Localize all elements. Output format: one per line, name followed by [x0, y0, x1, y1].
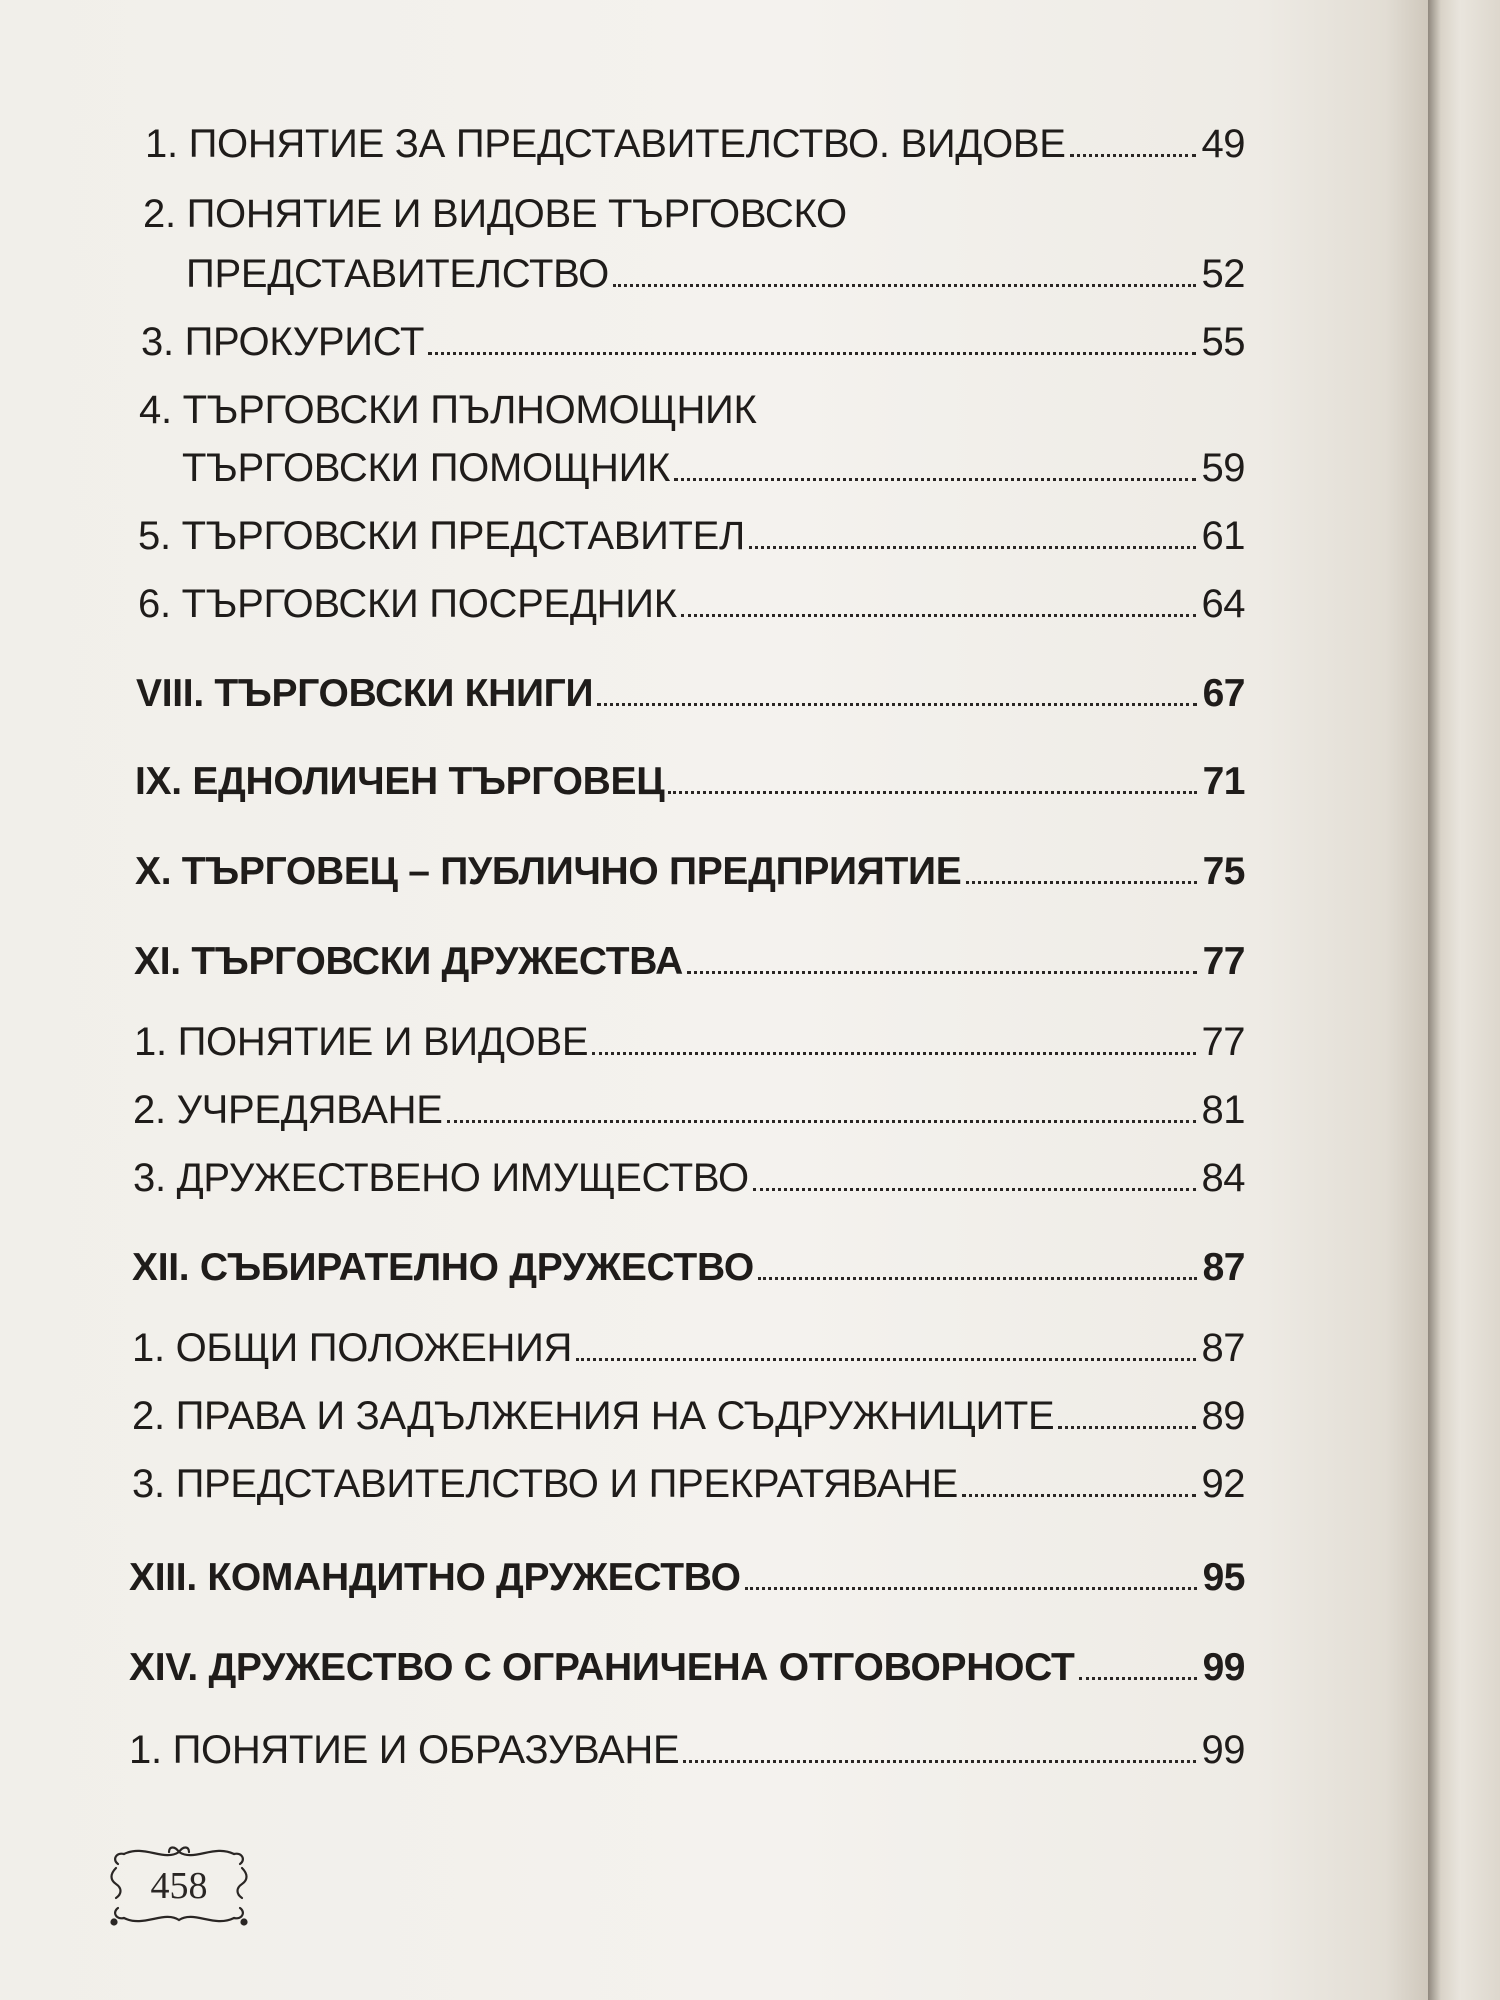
dot-leader — [1058, 1425, 1195, 1429]
dot-leader — [428, 351, 1195, 355]
toc-entry-title: 3. ДРУЖЕСТВЕНО ИМУЩЕСТВО — [133, 1156, 749, 1200]
toc-entry-page: 64 — [1201, 582, 1245, 626]
toc-entry — [132, 1460, 1245, 1508]
toc-entry-page: 92 — [1201, 1462, 1245, 1506]
toc-entry-title: IX. ЕДНОЛИЧЕН ТЪРГОВЕЦ — [135, 760, 665, 803]
dot-leader — [683, 1759, 1195, 1763]
toc-entry-page: 67 — [1202, 672, 1245, 715]
dot-leader — [745, 1586, 1197, 1590]
dot-leader — [749, 545, 1195, 549]
toc-entry — [132, 1324, 1245, 1372]
toc-entry-title: 1. ПОНЯТИЕ ЗА ПРЕДСТАВИТЕЛСТВО. ВИДОВЕ — [145, 122, 1066, 166]
toc-entry-page: 95 — [1202, 1556, 1245, 1599]
dot-leader — [613, 283, 1196, 287]
book-gutter — [1428, 0, 1500, 2000]
toc-chapter — [129, 1554, 1245, 1602]
dot-leader — [962, 1493, 1195, 1497]
dot-leader — [1079, 1676, 1197, 1680]
dot-leader — [674, 477, 1195, 481]
toc-entry-page: 99 — [1201, 1728, 1245, 1772]
toc-entry — [132, 1392, 1245, 1440]
toc-entry-page: 55 — [1201, 320, 1245, 364]
dot-leader — [576, 1357, 1195, 1361]
toc-chapter — [129, 1644, 1245, 1692]
toc-entry-page: 87 — [1202, 1246, 1245, 1289]
toc-entry-title: 1. ОБЩИ ПОЛОЖЕНИЯ — [132, 1326, 573, 1370]
toc-entry-page: 49 — [1201, 122, 1245, 166]
dot-leader — [758, 1276, 1197, 1280]
toc-entry-title: XIV. ДРУЖЕСТВО С ОГРАНИЧЕНА ОТГОВОРНОСТ — [129, 1646, 1075, 1689]
toc-entry-page: 59 — [1201, 446, 1245, 490]
toc-entry-title: 2. УЧРЕДЯВАНЕ — [133, 1088, 443, 1132]
page-number-ornament — [104, 1838, 254, 1933]
toc-entry — [134, 1018, 1245, 1066]
toc-entry — [186, 250, 1245, 298]
toc-chapter — [136, 670, 1245, 718]
dot-leader — [966, 880, 1197, 884]
toc-entry-title: 2. ПРАВА И ЗАДЪЛЖЕНИЯ НА СЪДРУЖНИЦИТЕ — [132, 1394, 1055, 1438]
toc-entry-page: 61 — [1201, 514, 1245, 558]
dot-leader — [1070, 153, 1196, 157]
toc-entry-title: XIII. КОМАНДИТНО ДРУЖЕСТВО — [129, 1556, 741, 1599]
dot-leader — [597, 702, 1196, 706]
toc-entry-page: 75 — [1202, 850, 1245, 893]
toc-entry-title: 1. ПОНЯТИЕ И ВИДОВЕ — [134, 1020, 589, 1064]
toc-entry — [133, 1086, 1245, 1134]
toc-entry — [141, 318, 1245, 366]
dot-leader — [753, 1187, 1196, 1191]
toc-entry-page: 89 — [1201, 1394, 1245, 1438]
toc-entry-title-line1: 2. ПОНЯТИЕ И ВИДОВЕ ТЪРГОВСКО — [143, 192, 847, 236]
dot-leader — [681, 613, 1196, 617]
toc-entry-title: ТЪРГОВСКИ ПОМОЩНИК — [182, 446, 671, 490]
toc-chapter — [135, 848, 1245, 896]
toc-entry-title: 3. ПРОКУРИСТ — [141, 320, 425, 364]
toc-entry-page: 77 — [1201, 1020, 1245, 1064]
toc-chapter — [135, 758, 1245, 806]
dot-leader — [687, 970, 1197, 974]
dot-leader — [668, 790, 1196, 794]
toc-entry — [138, 512, 1245, 560]
toc-entry — [145, 120, 1245, 168]
toc-entry-title: ПРЕДСТАВИТЕЛСТВО — [186, 252, 609, 296]
toc-entry-title-line1: 4. ТЪРГОВСКИ ПЪЛНОМОЩНИК — [139, 388, 757, 432]
toc-entry-page: 81 — [1201, 1088, 1245, 1132]
toc-entry-title: 5. ТЪРГОВСКИ ПРЕДСТАВИТЕЛ — [138, 514, 746, 558]
toc-entry — [129, 1726, 1245, 1774]
toc-entry-title: XII. СЪБИРАТЕЛНО ДРУЖЕСТВО — [132, 1246, 754, 1289]
toc-entry-page: 52 — [1201, 252, 1245, 296]
toc-entry-title: X. ТЪРГОВЕЦ – ПУБЛИЧНО ПРЕДПРИЯТИЕ — [135, 850, 962, 893]
toc-entry-page: 77 — [1202, 940, 1245, 983]
dot-leader — [592, 1051, 1195, 1055]
toc-chapter — [132, 1244, 1245, 1292]
toc-entry-title: 3. ПРЕДСТАВИТЕЛСТВО И ПРЕКРАТЯВАНЕ — [132, 1462, 959, 1506]
dot-leader — [447, 1119, 1196, 1123]
toc-entry-title: XI. ТЪРГОВСКИ ДРУЖЕСТВА — [134, 940, 684, 983]
toc-entry — [138, 580, 1245, 628]
toc-entry-title: 1. ПОНЯТИЕ И ОБРАЗУВАНЕ — [129, 1728, 680, 1772]
toc-chapter — [134, 938, 1245, 986]
toc-entry-title: VIII. ТЪРГОВСКИ КНИГИ — [136, 672, 594, 715]
toc-entry-title: 6. ТЪРГОВСКИ ПОСРЕДНИК — [138, 582, 677, 626]
toc-entry-page: 87 — [1201, 1326, 1245, 1370]
page-number: 458 — [150, 1865, 208, 1907]
toc-entry-page: 84 — [1201, 1156, 1245, 1200]
toc-entry — [182, 444, 1245, 492]
toc-entry — [133, 1154, 1245, 1202]
toc-entry-page: 71 — [1202, 760, 1245, 803]
toc-entry-page: 99 — [1202, 1646, 1245, 1689]
